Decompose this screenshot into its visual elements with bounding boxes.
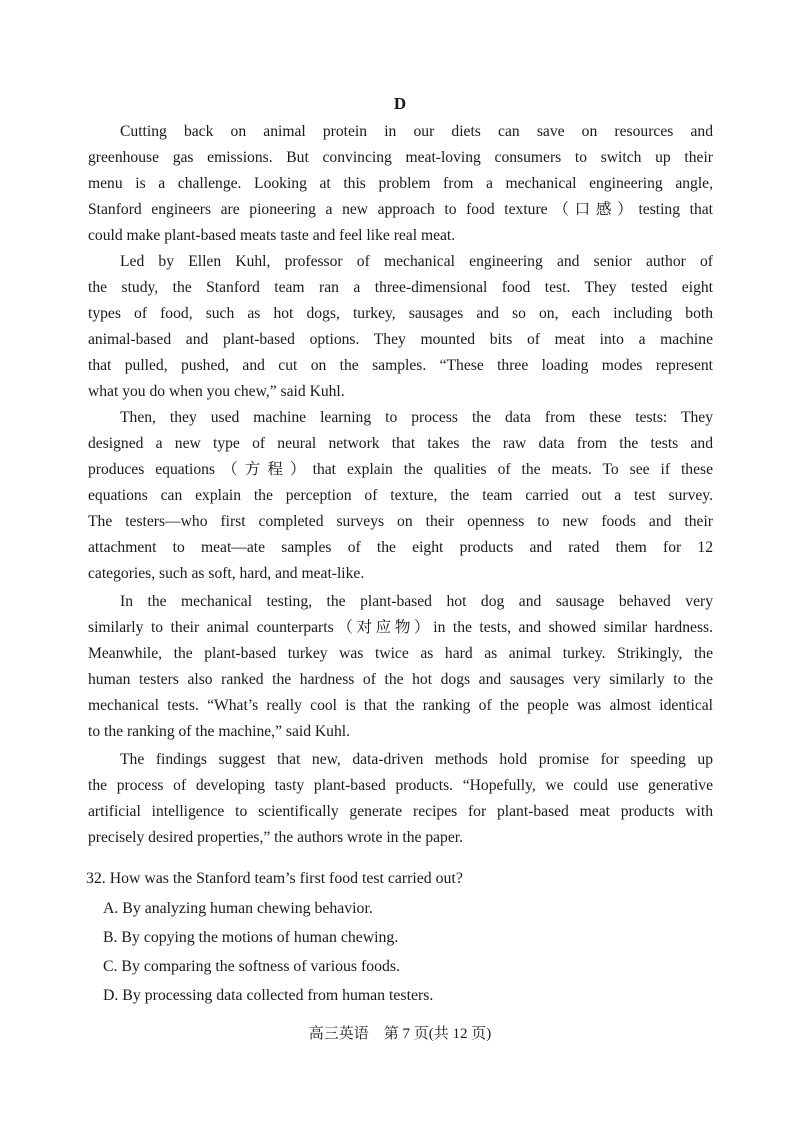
text-line: similarly to their animal counterparts（对应物）in the tests, and showed similar hardness. xyxy=(88,619,713,636)
paragraph xyxy=(88,249,713,405)
option-c: C. By comparing the softness of various foods. xyxy=(103,958,401,975)
text-line: precisely desired properties,” the authors wrote in the paper. xyxy=(88,829,463,846)
text-line: the process of developing tasty plant-based products. “Hopefully, we could use generative xyxy=(88,777,713,794)
section-title: D xyxy=(393,94,407,113)
text-line: human testers also ranked the hardness of the hot dogs and sausages very similarly to the xyxy=(88,671,713,688)
reading-passage xyxy=(88,119,713,851)
text-line: The testers—who first completed surveys on their openness to new foods and their xyxy=(88,513,713,530)
option-b: B. By copying the motions of human chewing. xyxy=(103,929,399,946)
text-line: to the ranking of the machine,” said Kuhl. xyxy=(88,723,350,740)
text-line: the study, the Stanford team ran a three-dimensional food test. They tested eight xyxy=(88,279,713,296)
text-line: Stanford engineers are pioneering a new approach to food texture（口感）testing that xyxy=(88,201,713,218)
text-line: designed a new type of neural network that takes the raw data from the tests and xyxy=(88,435,713,452)
text-line: what you do when you chew,” said Kuhl. xyxy=(88,383,345,400)
text-line: The findings suggest that new, data-driven methods hold promise for speeding up xyxy=(120,751,713,768)
text-line: Led by Ellen Kuhl, professor of mechanical engineering and senior author of xyxy=(120,253,713,270)
text-line: animal-based and plant-based options. They mounted bits of meat into a machine xyxy=(88,331,713,348)
text-line: categories, such as soft, hard, and meat-like. xyxy=(88,565,365,582)
paragraph xyxy=(88,747,713,851)
page-footer: 高三英语 第 7 页(共 12 页) xyxy=(308,1026,492,1042)
text-line: could make plant-based meats taste and feel like real meat. xyxy=(88,227,456,244)
text-line: Meanwhile, the plant-based turkey was twice as hard as animal turkey. Strikingly, the xyxy=(88,645,713,662)
text-line: Cutting back on animal protein in our diets can save on resources and xyxy=(120,123,713,140)
text-line: that pulled, pushed, and cut on the samples. “These three loading modes represent xyxy=(88,357,713,374)
paragraph xyxy=(88,589,713,745)
text-line: In the mechanical testing, the plant-based hot dog and sausage behaved very xyxy=(120,593,713,610)
text-line: attachment to meat—ate samples of the eight products and rated them for 12 xyxy=(88,539,713,556)
text-line: mechanical tests. “What’s really cool is that the ranking of the people was almost identical xyxy=(88,697,713,714)
text-line: artificial intelligence to scientifically generate recipes for plant-based meat products with xyxy=(88,803,713,820)
text-line: equations can explain the perception of texture, the team carried out a test survey. xyxy=(88,487,713,504)
question-32 xyxy=(86,866,463,1012)
option-a: A. By analyzing human chewing behavior. xyxy=(103,900,373,917)
text-line: types of food, such as hot dogs, turkey, sausages and so on, each including both xyxy=(88,305,713,322)
option-d: D. By processing data collected from human testers. xyxy=(103,987,434,1004)
text-line: produces equations（方程）that explain the qualities of the meats. To see if these xyxy=(88,461,713,478)
text-line: greenhouse gas emissions. But convincing meat-loving consumers to switch up their xyxy=(88,149,713,166)
paragraph xyxy=(88,405,713,587)
text-line: Then, they used machine learning to process the data from these tests: They xyxy=(120,409,713,426)
paragraph xyxy=(88,119,713,249)
question-stem: 32. How was the Stanford team’s first food test carried out? xyxy=(86,870,463,887)
text-line: menu is a challenge. Looking at this problem from a mechanical engineering angle, xyxy=(88,175,713,192)
